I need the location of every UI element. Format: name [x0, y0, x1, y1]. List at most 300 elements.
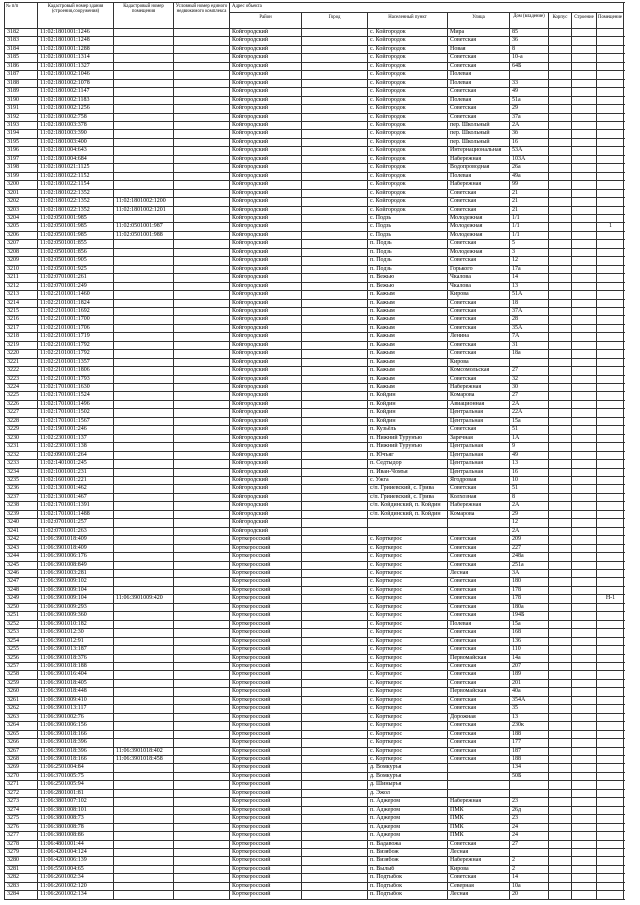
cell-korpus — [549, 604, 572, 611]
cell-building-cadastral: 11:02:0501001:905 — [38, 257, 114, 264]
cell-complex-number — [174, 409, 230, 416]
cell-korpus — [549, 519, 572, 526]
cell-korpus — [549, 37, 572, 44]
cell-korpus — [549, 333, 572, 340]
cell-settlement: с. Койгородок — [368, 130, 448, 137]
cell-district: Койгородский — [230, 215, 302, 222]
cell-num: 3212 — [5, 283, 38, 290]
cell-settlement: с/п. Койдинский, п. Койдин — [368, 511, 448, 518]
cell-district: Койгородский — [230, 325, 302, 332]
table-row — [5, 325, 625, 333]
cell-korpus — [549, 824, 572, 831]
cell-room-cadastral — [114, 114, 174, 121]
cell-korpus — [549, 80, 572, 87]
cell-pomeshchenie — [597, 671, 624, 678]
cell-room-cadastral — [114, 257, 174, 264]
cell-complex-number — [174, 562, 230, 569]
cell-settlement: п. Кажым — [368, 359, 448, 366]
cell-complex-number — [174, 798, 230, 805]
cell-room-cadastral — [114, 553, 174, 560]
cell-room-cadastral — [114, 485, 174, 492]
cell-stroenie — [572, 443, 597, 450]
cell-room-cadastral — [114, 849, 174, 856]
cell-settlement: с. Койгородок — [368, 54, 448, 61]
cell-city — [302, 477, 368, 484]
cell-district: Койгородский — [230, 528, 302, 535]
cell-pomeshchenie — [597, 426, 624, 433]
table-row — [5, 308, 625, 316]
cell-settlement: п. Кажым — [368, 350, 448, 357]
cell-house: 16 — [510, 139, 549, 146]
cell-complex-number — [174, 300, 230, 307]
cell-stroenie — [572, 71, 597, 78]
cell-city — [302, 714, 368, 721]
cell-num: 3272 — [5, 790, 38, 797]
cell-building-cadastral: 11:06:3801008:86 — [38, 832, 114, 839]
cell-complex-number — [174, 536, 230, 543]
cell-room-cadastral — [114, 841, 174, 848]
cell-settlement: с. Корткерос — [368, 562, 448, 569]
cell-district: Койгородский — [230, 350, 302, 357]
cell-building-cadastral: 11:02:1401001:245 — [38, 460, 114, 467]
cell-settlement: п. Кажым — [368, 291, 448, 298]
cell-korpus — [549, 748, 572, 755]
cell-district: Корткеросский — [230, 697, 302, 704]
cell-room-cadastral — [114, 359, 174, 366]
cell-korpus — [549, 781, 572, 788]
cell-building-cadastral: 11:06:3901003:281 — [38, 570, 114, 577]
cell-settlement: с. Корткерос — [368, 536, 448, 543]
cell-num: 3184 — [5, 46, 38, 53]
cell-stroenie — [572, 519, 597, 526]
cell-pomeshchenie — [597, 139, 624, 146]
cell-room-cadastral — [114, 646, 174, 653]
cell-stroenie — [572, 883, 597, 890]
table-row — [5, 866, 625, 874]
cell-num: 3267 — [5, 748, 38, 755]
cell-settlement: с. Койгородок — [368, 198, 448, 205]
cell-stroenie — [572, 105, 597, 112]
cell-street: Комарова — [448, 392, 510, 399]
cell-pomeshchenie — [597, 460, 624, 467]
cell-city — [302, 824, 368, 831]
table-row — [5, 477, 625, 485]
cell-settlement: с. Корткерос — [368, 553, 448, 560]
cell-stroenie — [572, 578, 597, 585]
cell-house: 24 — [510, 824, 549, 831]
cell-room-cadastral — [114, 511, 174, 518]
cell-building-cadastral: 11:06:3801008:101 — [38, 807, 114, 814]
cell-pomeshchenie — [597, 815, 624, 822]
table-row — [5, 824, 625, 832]
cell-korpus — [549, 181, 572, 188]
cell-house: 20 — [510, 891, 549, 898]
cell-street: Советская — [448, 485, 510, 492]
cell-complex-number — [174, 308, 230, 315]
cell-complex-number — [174, 418, 230, 425]
cell-city — [302, 841, 368, 848]
cell-building-cadastral: 11:02:1701001:1496 — [38, 401, 114, 408]
cell-settlement — [368, 528, 448, 535]
cell-num: 3277 — [5, 832, 38, 839]
cell-room-cadastral — [114, 680, 174, 687]
cell-korpus — [549, 350, 572, 357]
cell-complex-number — [174, 181, 230, 188]
cell-building-cadastral: 11:06:4801001:44 — [38, 841, 114, 848]
cell-room-cadastral — [114, 824, 174, 831]
cell-room-cadastral — [114, 731, 174, 738]
cell-street: Советская — [448, 190, 510, 197]
cell-korpus — [549, 494, 572, 501]
cell-settlement: с. Койгородок — [368, 207, 448, 214]
table-row — [5, 426, 625, 434]
table-row — [5, 232, 625, 240]
cell-district: Койгородский — [230, 114, 302, 121]
cell-pomeshchenie — [597, 841, 624, 848]
cell-num: 3240 — [5, 519, 38, 526]
cell-building-cadastral: 11:06:3901009:293 — [38, 604, 114, 611]
table-row — [5, 790, 625, 798]
cell-district: Койгородский — [230, 342, 302, 349]
cell-street: ПМК — [448, 824, 510, 831]
cell-pomeshchenie — [597, 857, 624, 864]
cell-house: 29 — [510, 105, 549, 112]
cell-stroenie — [572, 697, 597, 704]
cell-city — [302, 300, 368, 307]
cell-street: Полевая — [448, 80, 510, 87]
cell-complex-number — [174, 773, 230, 780]
cell-settlement: с. Корткерос — [368, 646, 448, 653]
table-row — [5, 485, 625, 493]
cell-stroenie — [572, 764, 597, 771]
cell-num: 3211 — [5, 274, 38, 281]
cell-room-cadastral — [114, 790, 174, 797]
cell-street: Полевая — [448, 621, 510, 628]
cell-street: Советская — [448, 612, 510, 619]
table-row — [5, 731, 625, 739]
cell-district: Койгородский — [230, 181, 302, 188]
cell-stroenie — [572, 130, 597, 137]
cell-stroenie — [572, 316, 597, 323]
cell-city — [302, 764, 368, 771]
cell-pomeshchenie — [597, 105, 624, 112]
cell-num: 3261 — [5, 697, 38, 704]
cell-house: 23 — [510, 815, 549, 822]
cell-room-cadastral — [114, 545, 174, 552]
table-row — [5, 629, 625, 637]
cell-city — [302, 392, 368, 399]
cell-city — [302, 722, 368, 729]
cell-street: Советская — [448, 756, 510, 763]
cell-district: Койгородский — [230, 147, 302, 154]
cell-room-cadastral — [114, 80, 174, 87]
cell-num: 3228 — [5, 418, 38, 425]
cell-num: 3206 — [5, 232, 38, 239]
cell-building-cadastral: 11:06:3801007:102 — [38, 798, 114, 805]
cell-city — [302, 342, 368, 349]
cell-house — [510, 359, 549, 366]
cell-building-cadastral: 11:06:3901018:376 — [38, 655, 114, 662]
cell-complex-number — [174, 63, 230, 70]
cell-settlement: п. Аджером — [368, 815, 448, 822]
cell-korpus — [549, 671, 572, 678]
cell-settlement: п. Подтыбок — [368, 891, 448, 898]
cell-korpus — [549, 401, 572, 408]
cell-korpus — [549, 578, 572, 585]
cell-complex-number — [174, 781, 230, 788]
cell-street: Советская — [448, 841, 510, 848]
cell-room-cadastral — [114, 815, 174, 822]
cell-num: 3258 — [5, 671, 38, 678]
cell-house: 27 — [510, 392, 549, 399]
cell-city — [302, 494, 368, 501]
table-row — [5, 502, 625, 510]
cell-pomeshchenie — [597, 164, 624, 171]
cell-complex-number — [174, 764, 230, 771]
cell-street: Советская — [448, 240, 510, 247]
cell-house: 24 — [510, 832, 549, 839]
cell-building-cadastral: 11:06:3901013:117 — [38, 705, 114, 712]
cell-house: 209 — [510, 536, 549, 543]
cell-street: Советская — [448, 207, 510, 214]
cell-city — [302, 29, 368, 36]
cell-complex-number — [174, 638, 230, 645]
cell-complex-number — [174, 105, 230, 112]
cell-korpus — [549, 71, 572, 78]
cell-house: 51 — [510, 485, 549, 492]
cell-house: 27 — [510, 841, 549, 848]
cell-house: 35А — [510, 325, 549, 332]
cell-city — [302, 376, 368, 383]
cell-korpus — [549, 460, 572, 467]
cell-house: 32 — [510, 376, 549, 383]
cell-building-cadastral: 11:02:1801001:1288 — [38, 46, 114, 53]
cell-room-cadastral — [114, 181, 174, 188]
cell-korpus — [549, 266, 572, 273]
table-row — [5, 528, 625, 536]
header-num: № п/п — [5, 3, 38, 29]
cell-korpus — [549, 257, 572, 264]
cell-house: 30 — [510, 384, 549, 391]
cell-house: 178 — [510, 595, 549, 602]
cell-house: 37а — [510, 114, 549, 121]
cell-settlement: с. Койгородок — [368, 114, 448, 121]
cell-settlement: п. Кажым — [368, 384, 448, 391]
cell-settlement: с. Корткерос — [368, 604, 448, 611]
cell-korpus — [549, 409, 572, 416]
cell-pomeshchenie — [597, 680, 624, 687]
cell-room-cadastral — [114, 739, 174, 746]
cell-settlement: п. Койдин — [368, 392, 448, 399]
cell-pomeshchenie — [597, 266, 624, 273]
cell-korpus — [549, 714, 572, 721]
cell-korpus — [549, 485, 572, 492]
cell-settlement: с. Койгородок — [368, 147, 448, 154]
cell-settlement: с. Койгородок — [368, 97, 448, 104]
table-row — [5, 841, 625, 849]
cell-complex-number — [174, 274, 230, 281]
cell-complex-number — [174, 426, 230, 433]
cell-complex-number — [174, 841, 230, 848]
cell-pomeshchenie — [597, 722, 624, 729]
cell-room-cadastral — [114, 409, 174, 416]
cell-house: 2А — [510, 401, 549, 408]
cell-stroenie — [572, 274, 597, 281]
table-row — [5, 587, 625, 595]
cell-city — [302, 198, 368, 205]
cell-city — [302, 562, 368, 569]
cell-num: 3208 — [5, 249, 38, 256]
cell-complex-number — [174, 680, 230, 687]
cell-num: 3248 — [5, 587, 38, 594]
table-row — [5, 671, 625, 679]
cell-complex-number — [174, 46, 230, 53]
cell-complex-number — [174, 849, 230, 856]
cell-district: Койгородский — [230, 29, 302, 36]
cell-city — [302, 384, 368, 391]
cell-room-cadastral — [114, 266, 174, 273]
cell-complex-number — [174, 333, 230, 340]
cell-house: 187 — [510, 748, 549, 755]
cell-korpus — [549, 316, 572, 323]
cell-district: Койгородский — [230, 367, 302, 374]
cell-district: Койгородский — [230, 46, 302, 53]
cell-korpus — [549, 63, 572, 70]
cell-num: 3282 — [5, 874, 38, 881]
cell-house — [510, 790, 549, 797]
cell-building-cadastral: 11:02:2101001:1792 — [38, 350, 114, 357]
cell-settlement: с. Койгородок — [368, 122, 448, 129]
cell-complex-number — [174, 80, 230, 87]
cell-district: Койгородский — [230, 469, 302, 476]
cell-street: Северная — [448, 883, 510, 890]
cell-street: Советская — [448, 874, 510, 881]
table-body — [5, 29, 625, 900]
cell-city — [302, 173, 368, 180]
cell-building-cadastral: 11:02:1801022:1352 — [38, 207, 114, 214]
table-header — [5, 3, 625, 29]
cell-street: Советская — [448, 722, 510, 729]
cell-room-cadastral — [114, 460, 174, 467]
cell-building-cadastral: 11:02:2101001:1706 — [38, 325, 114, 332]
cell-street: Чкалова — [448, 283, 510, 290]
cell-num: 3227 — [5, 409, 38, 416]
cell-building-cadastral: 11:02:0701001:263 — [38, 528, 114, 535]
cell-settlement: с. Корткерос — [368, 595, 448, 602]
cell-settlement: с. Койгородок — [368, 190, 448, 197]
cell-room-cadastral — [114, 781, 174, 788]
cell-pomeshchenie — [597, 409, 624, 416]
cell-city — [302, 97, 368, 104]
cell-stroenie — [572, 528, 597, 535]
cell-street: Кирова — [448, 359, 510, 366]
cell-building-cadastral: 11:02:0501001:985 — [38, 223, 114, 230]
cell-pomeshchenie — [597, 80, 624, 87]
cell-house: 2 — [510, 866, 549, 873]
cell-stroenie — [572, 54, 597, 61]
cell-house: 8 — [510, 46, 549, 53]
cell-settlement: п. Вылыб — [368, 866, 448, 873]
cell-district: Койгородский — [230, 122, 302, 129]
cell-room-cadastral — [114, 807, 174, 814]
cell-building-cadastral: 11:02:1801022:1352 — [38, 190, 114, 197]
cell-house: 49а — [510, 173, 549, 180]
cell-room-cadastral — [114, 874, 174, 881]
table-row — [5, 714, 625, 722]
cell-room-cadastral: 11:06:3901018:402 — [114, 748, 174, 755]
cell-stroenie — [572, 714, 597, 721]
cell-num: 3247 — [5, 578, 38, 585]
table-row — [5, 646, 625, 654]
cell-room-cadastral — [114, 629, 174, 636]
cell-korpus — [549, 807, 572, 814]
cell-house: 1/1 — [510, 223, 549, 230]
cell-street: Молодежная — [448, 223, 510, 230]
cell-district: Корткеросский — [230, 857, 302, 864]
cell-city — [302, 502, 368, 509]
cell-house: 13 — [510, 283, 549, 290]
cell-house: 26а — [510, 164, 549, 171]
cell-room-cadastral: 11:02:1801002:1200 — [114, 198, 174, 205]
table-row — [5, 545, 625, 553]
cell-building-cadastral: 11:06:2801001:81 — [38, 790, 114, 797]
cell-pomeshchenie — [597, 147, 624, 154]
cell-city — [302, 680, 368, 687]
cell-district: Койгородский — [230, 502, 302, 509]
cell-complex-number — [174, 97, 230, 104]
cell-settlement: с. Корткерос — [368, 705, 448, 712]
cell-district: Койгородский — [230, 519, 302, 526]
header-district: Район — [230, 13, 302, 29]
cell-street: Первомайская — [448, 688, 510, 695]
cell-house: 14 — [510, 874, 549, 881]
cell-house: 35 — [510, 705, 549, 712]
cell-room-cadastral — [114, 773, 174, 780]
cell-pomeshchenie — [597, 443, 624, 450]
cell-complex-number — [174, 663, 230, 670]
cell-pomeshchenie — [597, 494, 624, 501]
cell-pomeshchenie — [597, 570, 624, 577]
table-row — [5, 570, 625, 578]
cell-house: 180 — [510, 578, 549, 585]
cell-house: 29 — [510, 511, 549, 518]
cell-street: Набережная — [448, 857, 510, 864]
cell-building-cadastral: 11:02:1801003:378 — [38, 122, 114, 129]
cell-room-cadastral — [114, 139, 174, 146]
cell-stroenie — [572, 190, 597, 197]
cell-city — [302, 350, 368, 357]
cell-stroenie — [572, 553, 597, 560]
cell-pomeshchenie — [597, 130, 624, 137]
cell-district: Корткеросский — [230, 562, 302, 569]
cell-building-cadastral: 11:02:2101001:1824 — [38, 300, 114, 307]
cell-stroenie — [572, 114, 597, 121]
cell-room-cadastral — [114, 621, 174, 628]
cell-house: 10а — [510, 883, 549, 890]
cell-pomeshchenie — [597, 798, 624, 805]
cell-stroenie — [572, 562, 597, 569]
cell-stroenie — [572, 37, 597, 44]
table-row — [5, 807, 625, 815]
cell-stroenie — [572, 435, 597, 442]
cell-building-cadastral: 11:06:3901010:182 — [38, 621, 114, 628]
cell-pomeshchenie — [597, 883, 624, 890]
cell-street — [448, 790, 510, 797]
cell-num: 3233 — [5, 460, 38, 467]
cell-pomeshchenie — [597, 232, 624, 239]
header-street: Улица — [448, 13, 510, 29]
cell-complex-number — [174, 88, 230, 95]
